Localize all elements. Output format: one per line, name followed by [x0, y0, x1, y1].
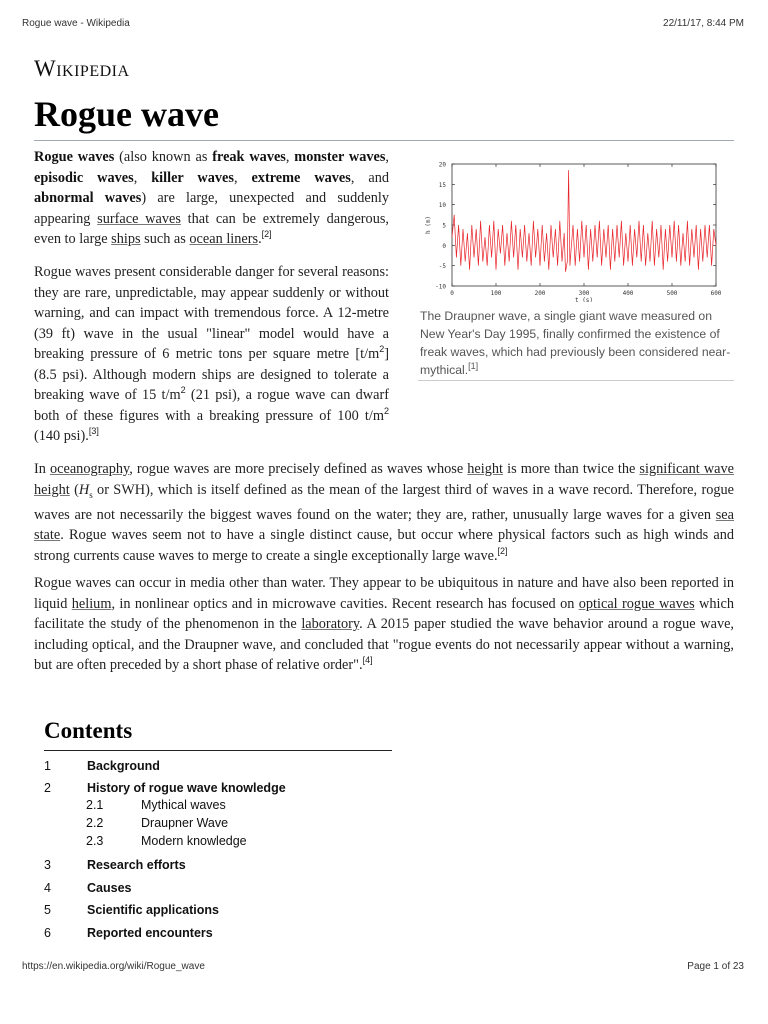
term-episodic-waves: episodic waves [34, 169, 134, 186]
x-axis-label: t (s) [574, 297, 594, 302]
print-header-title: Rogue wave - Wikipedia [22, 18, 130, 29]
x-tick-label: 300 [578, 290, 590, 297]
term-freak-waves: freak waves [212, 149, 286, 165]
y-tick-label: 0 [442, 242, 446, 250]
y-axis-label: h (m) [425, 215, 432, 235]
lead-paragraph: Rogue waves (also known as freak waves, monster waves, episodic waves, killer waves, extreme waves, and abnormal waves) are large, unexpected and suddenly appearing surface waves that can be extremely dangerous, even to large ships such as ocean liners.[2] [34, 149, 389, 247]
figure-caption: The Draupner wave, a single giant wave measured on New Year's Day 1995, finally confirmed the existence of freak waves, which had previously been considered near-mythical.[1] [420, 309, 731, 377]
term-killer-waves: killer waves [151, 169, 234, 186]
ref-2[interactable]: [2] [261, 229, 272, 240]
x-tick-label: 400 [622, 290, 634, 297]
draupner-wave-chart [418, 156, 734, 302]
term-monster-waves: monster waves [294, 149, 386, 165]
link-optical-rogue-waves[interactable]: optical rogue waves [578, 595, 695, 612]
term-rogue-waves: Rogue waves [34, 149, 115, 165]
y-tick-label: -5 [438, 263, 446, 271]
draupner-wave-figure [418, 156, 734, 307]
plot-frame [452, 164, 716, 286]
x-tick-label: 500 [666, 290, 678, 297]
link-sea-state[interactable]: sea state [34, 506, 734, 544]
link-significant-wave-height[interactable]: significant wave height [34, 461, 734, 498]
figure-divider [418, 380, 734, 381]
print-header-datetime: 22/11/17, 8:44 PM [663, 18, 744, 29]
contents-divider [44, 750, 392, 751]
title-divider [34, 140, 734, 141]
link-ships[interactable]: ships [111, 231, 141, 247]
link-helium[interactable]: helium [71, 595, 112, 612]
ref-2b[interactable]: [2] [497, 546, 508, 557]
danger-paragraph: Rogue waves present considerable danger for several reasons: they are rare, unpredictable, may appear suddenly or without warning, and can impact with tremendous force. A 12-metre (39 ft) wave in the usual "linear" model would have a breaking pressure of 6 metric tons per square metre $[t/m^2]$ (8.5 psi). Although modern ships are designed to tolerate a breaking wave of 15 $t/m^2$ (21 psi), a rogue wave can dwarf both of these figures with a breaking pressure of 100 $t/m^2$ (140 psi).[3] [34, 264, 389, 444]
y-tick-label: 20 [438, 161, 446, 169]
x-tick-label: 100 [490, 290, 502, 297]
link-laboratory[interactable]: laboratory [301, 616, 360, 632]
series-line [452, 170, 716, 272]
link-surface-waves[interactable]: surface waves [97, 210, 181, 227]
x-tick-label: 0 [450, 290, 454, 297]
print-footer-url: https://en.wikipedia.org/wiki/Rogue_wave [22, 961, 205, 972]
y-tick-label: -10 [435, 283, 446, 291]
definition-paragraph: In oceanography, rogue waves are more precisely defined as waves whose height is more than twice the significant wave height ($H_s$ or SWH), which is itself defined as the mean of the largest third of waves in a wave record. Therefore, rogue waves are not necessarily the biggest waves found on the water; they are, rather, unusually large waves for a given sea state. Rogue waves seem not to have a single distinct cause, but occur where physical factors such as high winds and strong currents cause waves to merge to create a single exceptionally large wave.[2] [34, 461, 734, 564]
wikipedia-logo[interactable]: Wikipedia [34, 56, 130, 81]
link-oceanography[interactable]: oceanography [49, 461, 130, 477]
contents-heading: Contents [44, 718, 133, 743]
media-paragraph: Rogue waves can occur in media other than water. They appear to be ubiquitous in nature and have also been reported in liquid helium, in nonlinear optics and in microwave cavities. Recent research has focused on optical rogue waves which facilitate the study of the phenomenon in the laboratory. A 2015 paper studied the wave behavior around a rogue wave, including optical, and the Draupner wave, and concluded that "rogue events do not necessarily appear without a warning, but are often preceded by a short phase of relative order".[4] [34, 575, 735, 673]
ref-3[interactable]: [3] [88, 426, 99, 437]
ref-4[interactable]: [4] [362, 655, 373, 666]
link-height[interactable]: height [467, 461, 504, 477]
print-footer-page: Page 1 of 23 [687, 961, 744, 972]
link-ocean-liners[interactable]: ocean liners [189, 231, 259, 247]
y-tick-label: 15 [438, 181, 446, 189]
page-title: Rogue wave [34, 94, 219, 134]
y-tick-label: 5 [442, 222, 446, 230]
x-tick-label: 200 [534, 290, 546, 297]
term-extreme-waves: extreme waves [251, 169, 351, 186]
y-tick-label: 10 [438, 202, 446, 210]
x-tick-label: 600 [710, 290, 722, 297]
term-abnormal-waves: abnormal waves [34, 190, 142, 206]
ref-1[interactable]: [1] [468, 360, 479, 371]
